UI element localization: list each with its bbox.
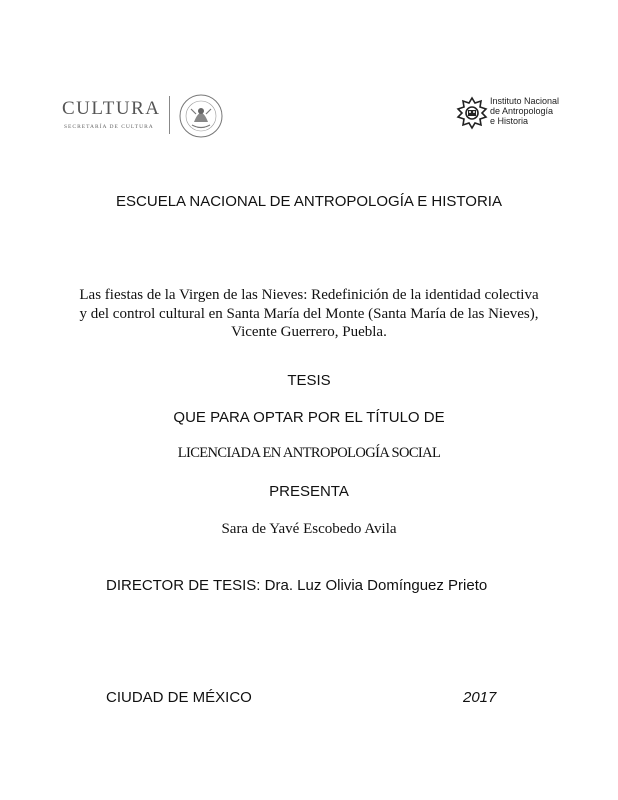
inah-glyph-icon: [455, 96, 489, 130]
thesis-title-line: Vicente Guerrero, Puebla.: [231, 324, 387, 340]
cultura-logo: [62, 92, 237, 142]
inah-logo-line: de Antropología: [490, 106, 554, 116]
thesis-title: [40, 286, 578, 342]
inah-logo: [455, 93, 570, 138]
logo-divider: [169, 96, 170, 134]
thesis-title-line: y del control cultural en Santa María del Monte (Santa María de las Nieves),: [79, 305, 539, 322]
mexican-coat-of-arms-icon: [174, 92, 228, 140]
degree-name: LICENCIADA EN ANTROPOLOGÍA SOCIAL: [177, 445, 441, 461]
thesis-director: DIRECTOR DE TESIS: Dra. Luz Olivia Domínguez Prieto: [106, 577, 488, 594]
degree-intro: QUE PARA OPTAR POR EL TÍTULO DE: [173, 409, 445, 426]
inah-logo-text: [490, 96, 559, 126]
city: CIUDAD DE MÉXICO: [106, 689, 252, 706]
cultura-logo-word: CULTURA: [62, 98, 161, 119]
inah-logo-line: e Historia: [490, 116, 529, 126]
thesis-label: TESIS: [287, 372, 331, 389]
presents-label: PRESENTA: [269, 483, 349, 500]
cultura-logo-subtitle: SECRETARÍA DE CULTURA: [64, 124, 154, 130]
year: 2017: [463, 689, 497, 706]
author-name: Sara de Yavé Escobedo Avila: [221, 521, 397, 537]
thesis-title-line: Las fiestas de la Virgen de las Nieves: Redefinición de la identidad colectiva: [79, 287, 539, 303]
school-name: ESCUELA NACIONAL DE ANTROPOLOGÍA E HISTORIA: [116, 193, 502, 210]
inah-logo-line: Instituto Nacional: [490, 96, 560, 106]
